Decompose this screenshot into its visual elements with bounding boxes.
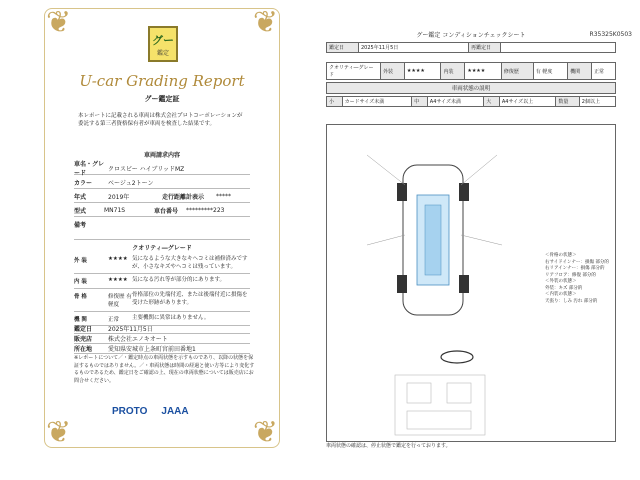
sheet-quality-label: クオリティ―グレード [327,63,381,80]
vin-value: *********223 [186,206,225,214]
quality-desc: 気になる汚れ等が部分的にあります。 [132,277,226,283]
quality-grade: 正常 [108,317,120,323]
wheel-rear-right [459,275,469,293]
size-small-label: 小 [327,97,343,107]
badge-sub-text: 鑑定 [156,49,169,57]
exterior-value: ★★★★ [404,63,441,80]
quality-desc: 気になるような大きなキヘコミは補修済みですが、小さなキズやヘコミは残っています。 [132,256,248,270]
vehicle-section-title: 車両請求内容 [143,152,180,159]
dealer-label: 販売店 [74,336,93,343]
dealer-row [74,334,250,344]
vin-label: 車台番号 [154,207,179,215]
dealer-value: 株式会社エノキオート [108,336,168,343]
color-label: カラー [74,179,93,187]
name-row [74,162,250,175]
year-value: 2019年 [108,193,130,201]
interior-seat-diagram [395,375,485,435]
grading-certificate [44,5,280,450]
legend-item: リアフロア：修復 部分的 [545,272,596,278]
steering-wheel-icon [441,351,473,363]
condition-check-sheet [326,30,616,449]
grade-table [326,62,616,80]
corner-ornament-top-right: ❦ [252,5,278,40]
sheet-footnote: 車両状態の確認は、停止状態で鑑定を行っております。 [326,443,451,449]
color-value: ベージュ2トーン [108,179,154,187]
year-label: 年式 [74,193,87,201]
legend-item: ＜骨格の状態＞ [545,253,577,258]
wheel-front-right [459,183,469,201]
car-roof [425,205,441,275]
remarks-row [74,218,250,240]
model-row [74,204,250,217]
year-row [74,190,250,203]
date-row [74,324,250,334]
legend-item: ＜内装の状態＞ [545,292,577,298]
condition-title: 車両状態の説明 [326,82,616,94]
sheet-title: グー鑑定 コンディションチェックシート [416,32,526,39]
quality-row-frame [74,290,250,312]
engine-value: 正常 [592,63,616,80]
date-value: 2025年11月5日 [108,326,153,333]
size-small-desc: カードサイズ未満 [342,97,412,107]
quality-section-title: クオリティ―グレード [132,245,192,252]
name-label: 車名・グレード [74,161,105,177]
name-value: クロスビー ハイブリッドMZ [108,165,185,173]
size-large-desc: A4サイズ以上 [499,97,555,107]
frame-label: 修復歴 [501,63,533,80]
document-id: R35325K0503 [589,31,632,38]
jaaa-logo: JAAA [161,406,189,417]
address-value: 愛知県安城市上条町宮前田番地1 [108,346,196,353]
corner-ornament-bottom-left: ❦ [46,415,72,450]
report-title: U-car Grading Report [79,72,245,90]
wheel-rear-left [397,275,407,293]
badge-main-text: グー [152,33,174,47]
legend-item: ＜外装の状態＞ [545,279,577,285]
quality-desc: 主要機関に異常はありません。 [132,315,210,321]
quality-grade: ★★★★ [108,256,128,262]
legend-item: 右サイドインナー：損傷 部分的 [545,259,609,265]
wheel-front-left [397,183,407,201]
size-large-label: 大 [484,97,500,107]
proto-logo: PROTO [112,406,148,417]
quality-grade: 修復歴 有 軽度 [108,294,132,308]
count-label: 数量 [556,97,579,107]
report-notes: ※レポートについて／・鑑定時点の車両状態を示すものであり、以降の状態を保証するものではありません。／・車両状態は時間の経過と使い方等により変化するものであるため、鑑定日をご確認の上、現在の車両状態については販売店にお問合せください。 [74,355,255,384]
quality-grade: ★★★★ [108,277,128,283]
size-table [326,96,616,107]
vehicle-diagram [326,124,616,442]
engine-label: 機関 [568,63,592,80]
quality-row-interior [74,275,250,289]
exterior-label: 外装 [381,63,405,80]
remarks-label: 備考 [74,222,87,229]
size-medium-desc: A4サイズ未満 [427,97,483,107]
address-row [74,344,250,354]
reissue-value [501,43,616,53]
legend-item: 右リアインナー：損傷 部分的 [545,266,605,272]
date-label: 鑑定日 [74,326,93,333]
certificate-intro: 本レポートに記載される車両は株式会社プロトコーポレーションが委託する第三者資格保有者が車両を検査した結果です。 [78,113,243,128]
logos [112,406,189,417]
interior-value: ★★★★ [465,63,502,80]
damage-legend [545,253,617,305]
color-row [74,176,250,189]
sheet-date-value: 2025年11月5日 [359,43,469,53]
certificate-heading: グー鑑定証 [144,95,180,103]
quality-label: 内 装 [74,279,87,285]
goo-badge-logo [148,26,178,62]
corner-ornament-top-left: ❦ [46,5,72,40]
corner-ornament-bottom-right: ❦ [252,415,278,450]
quality-label: 外 装 [74,258,87,264]
date-table [326,42,616,53]
quality-desc: 骨格部位の先端付近、または後端付近に損傷を受けた形跡があります。 [132,292,248,306]
reissue-label: 再鑑定日 [469,43,501,53]
model-value: MN71S [104,206,126,214]
legend-item: 外装：キズ 部分的 [545,285,583,291]
mileage-value: ***** [216,192,231,200]
count-value: 2個以上 [579,97,615,107]
interior-label: 内装 [441,63,465,80]
quality-row-exterior [74,254,250,274]
sheet-date-label: 鑑定日 [327,43,359,53]
legend-item: 天張り：しみ 汚れ 部分的 [545,298,598,304]
quality-label: 機 関 [74,317,87,323]
mileage-label: 走行距離計表示 [162,193,205,201]
model-label: 型式 [74,207,87,215]
size-medium-label: 中 [412,97,428,107]
address-label: 所在地 [74,346,93,353]
quality-label: 骨 格 [74,294,87,300]
frame-value: 有 軽度 [533,63,567,80]
